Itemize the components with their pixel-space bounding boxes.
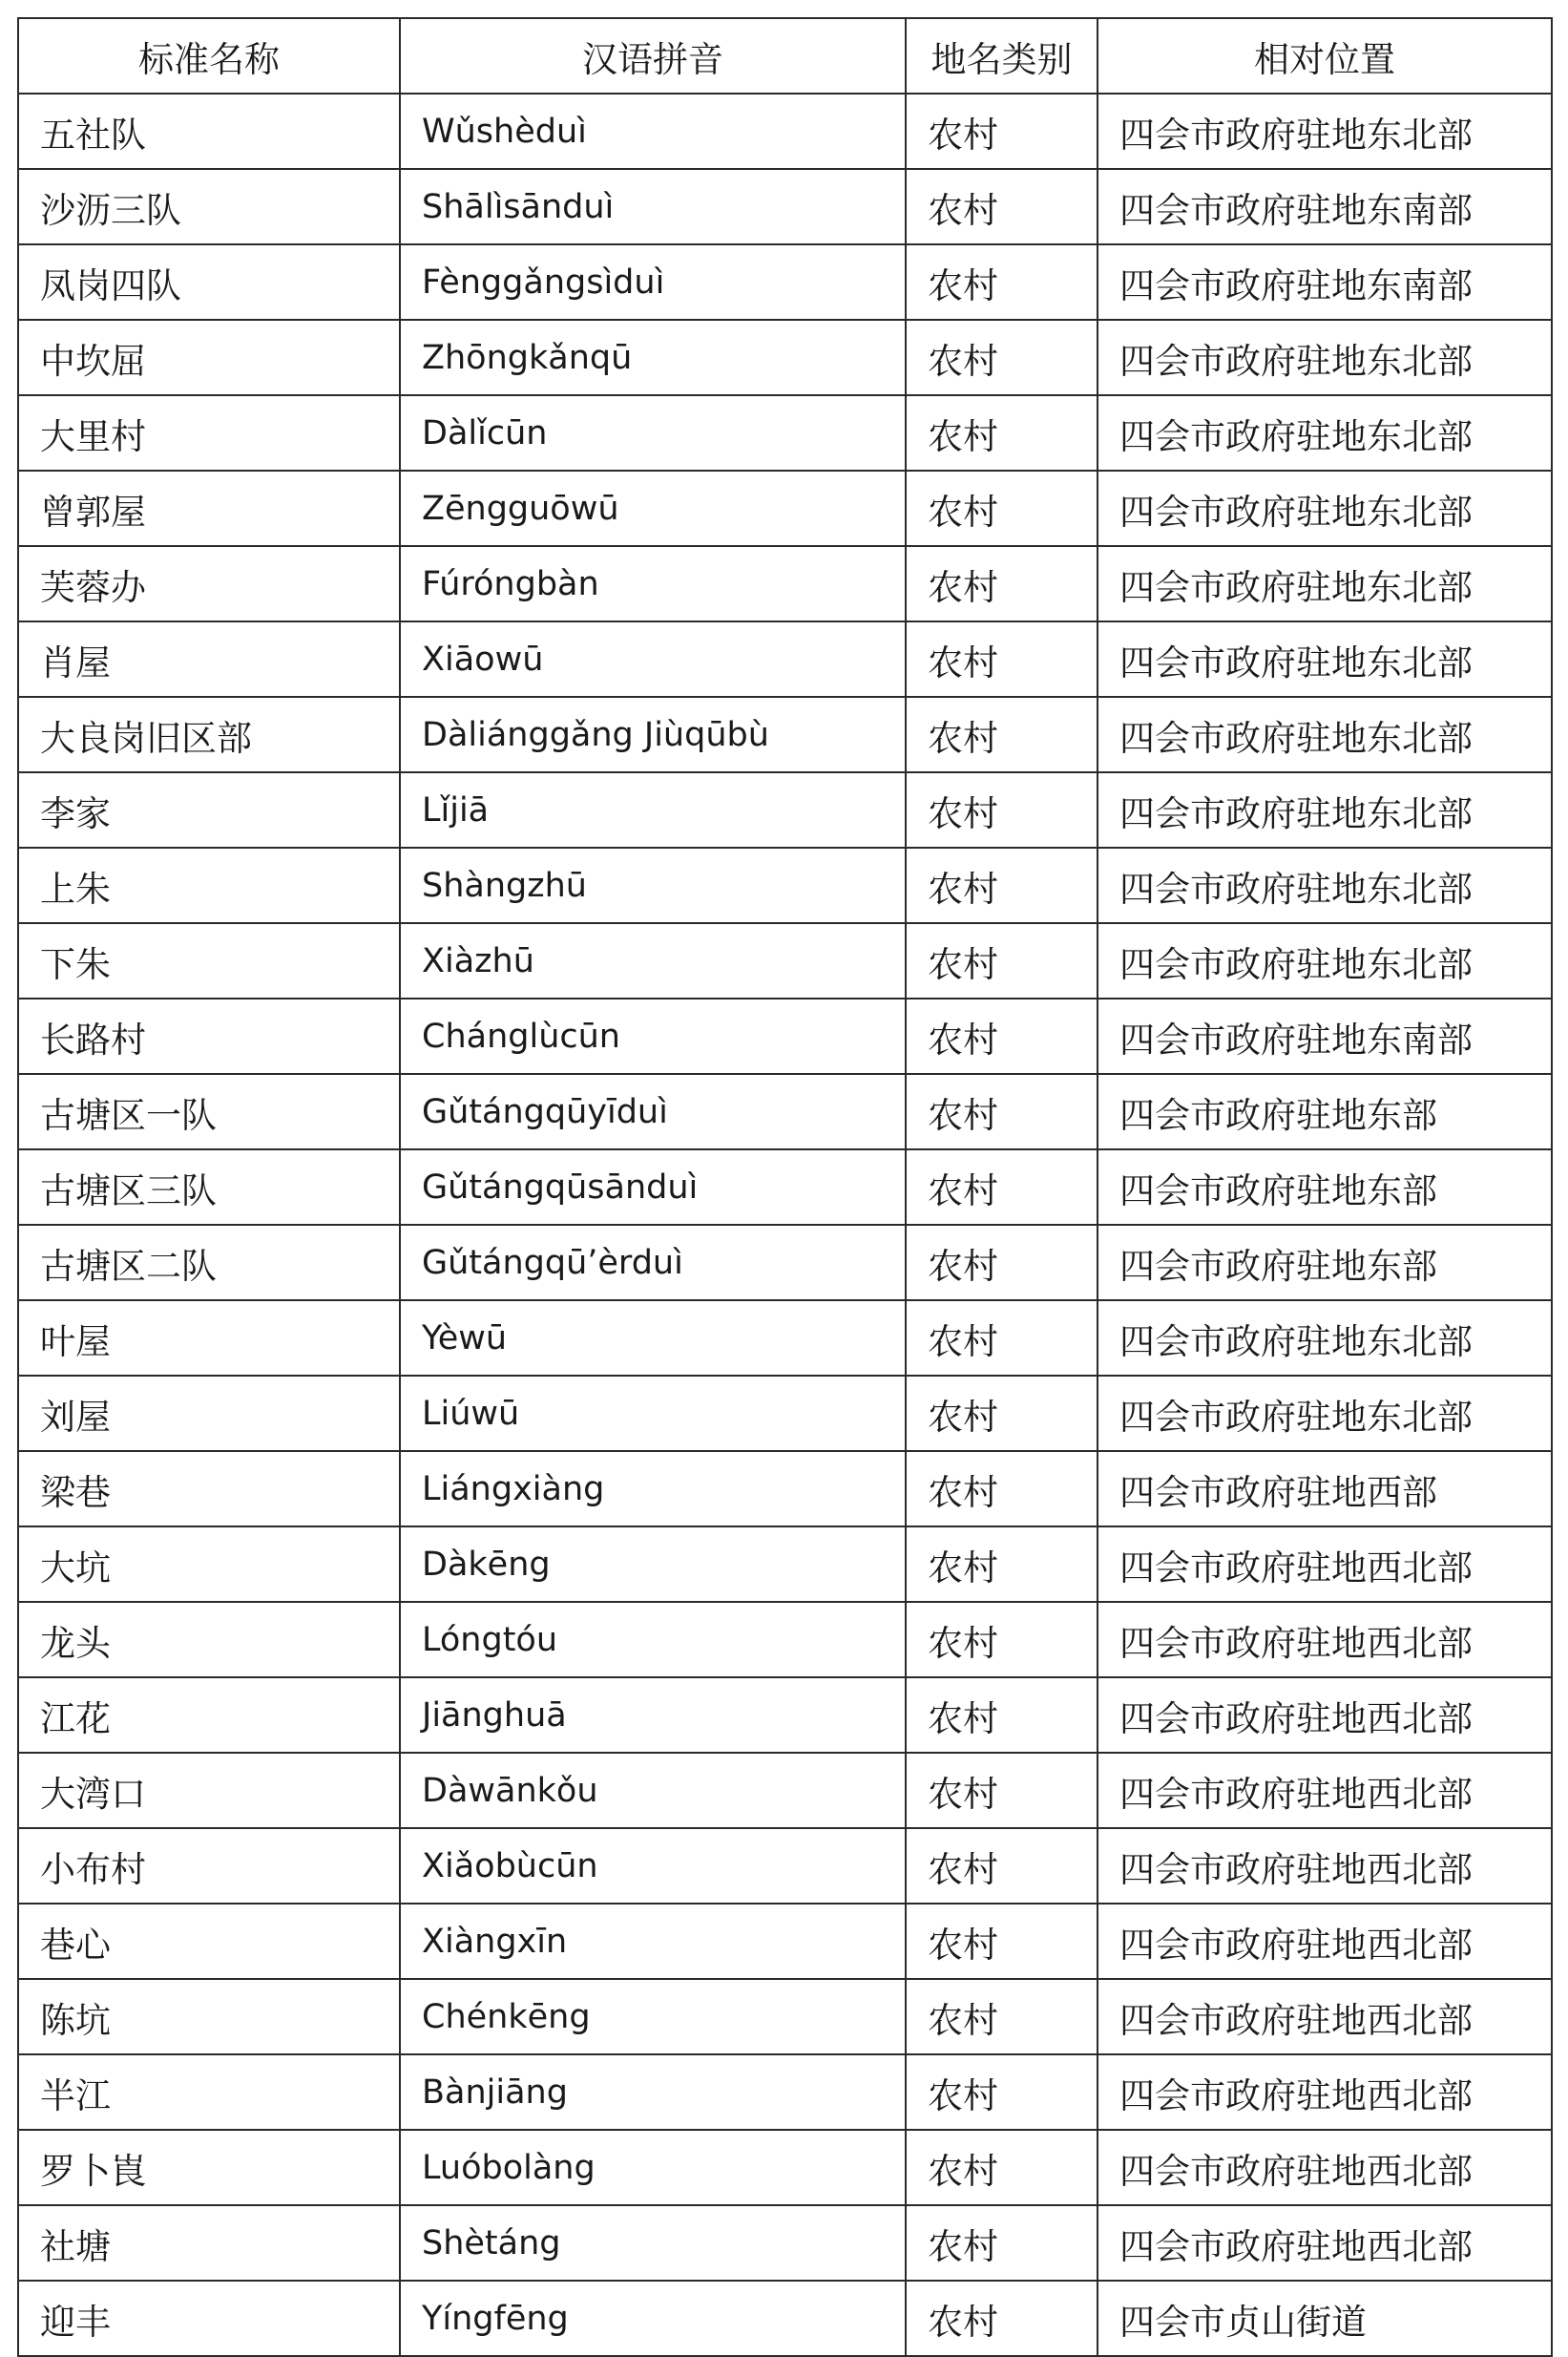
table-row	[18, 2205, 1552, 2281]
location-cell: 四会市政府驻地东北部	[1098, 320, 1552, 395]
table-row	[18, 395, 1552, 471]
location-cell: 四会市政府驻地西北部	[1098, 2054, 1552, 2130]
category-cell: 农村	[906, 471, 1098, 546]
table-row	[18, 1904, 1552, 1979]
table-row	[18, 1149, 1552, 1225]
pinyin-cell: Xiǎobùcūn	[400, 1828, 906, 1904]
table-row	[18, 1979, 1552, 2054]
header-category: 地名类别	[906, 18, 1098, 94]
table-row	[18, 621, 1552, 697]
category-cell: 农村	[906, 2054, 1098, 2130]
standard-name-cell: 长路村	[18, 999, 400, 1074]
table-row	[18, 999, 1552, 1074]
table-row	[18, 1828, 1552, 1904]
category-cell: 农村	[906, 697, 1098, 772]
standard-name-cell: 肖屋	[18, 621, 400, 697]
location-cell: 四会市政府驻地西北部	[1098, 1753, 1552, 1828]
location-cell: 四会市政府驻地东部	[1098, 1074, 1552, 1149]
header-row	[18, 18, 1552, 94]
category-cell: 农村	[906, 1677, 1098, 1753]
standard-name-cell: 梁巷	[18, 1451, 400, 1526]
place-name-table	[17, 17, 1553, 2357]
location-cell: 四会市政府驻地东北部	[1098, 772, 1552, 848]
standard-name-cell: 古塘区三队	[18, 1149, 400, 1225]
standard-name-cell: 芙蓉办	[18, 546, 400, 621]
standard-name-cell: 龙头	[18, 1602, 400, 1677]
location-cell: 四会市政府驻地西部	[1098, 1451, 1552, 1526]
table-row	[18, 1074, 1552, 1149]
category-cell: 农村	[906, 1526, 1098, 1602]
standard-name-cell: 古塘区二队	[18, 1225, 400, 1300]
location-cell: 四会市政府驻地东北部	[1098, 395, 1552, 471]
category-cell: 农村	[906, 244, 1098, 320]
pinyin-cell: Shètáng	[400, 2205, 906, 2281]
pinyin-cell: Wǔshèduì	[400, 94, 906, 169]
location-cell: 四会市政府驻地西北部	[1098, 2130, 1552, 2205]
category-cell: 农村	[906, 320, 1098, 395]
pinyin-cell: Dàlǐcūn	[400, 395, 906, 471]
location-cell: 四会市政府驻地西北部	[1098, 1979, 1552, 2054]
category-cell: 农村	[906, 999, 1098, 1074]
location-cell: 四会市政府驻地东北部	[1098, 546, 1552, 621]
pinyin-cell: Zēngguōwū	[400, 471, 906, 546]
location-cell: 四会市政府驻地东部	[1098, 1225, 1552, 1300]
standard-name-cell: 五社队	[18, 94, 400, 169]
category-cell: 农村	[906, 772, 1098, 848]
category-cell: 农村	[906, 1602, 1098, 1677]
category-cell: 农村	[906, 1300, 1098, 1376]
table-row	[18, 320, 1552, 395]
standard-name-cell: 江花	[18, 1677, 400, 1753]
pinyin-cell: Gǔtángqū’èrduì	[400, 1225, 906, 1300]
standard-name-cell: 叶屋	[18, 1300, 400, 1376]
standard-name-cell: 李家	[18, 772, 400, 848]
header-location: 相对位置	[1098, 18, 1552, 94]
location-cell: 四会市政府驻地西北部	[1098, 1526, 1552, 1602]
category-cell: 农村	[906, 923, 1098, 999]
location-cell: 四会市政府驻地东北部	[1098, 1300, 1552, 1376]
table-row	[18, 244, 1552, 320]
pinyin-cell: Fúróngbàn	[400, 546, 906, 621]
standard-name-cell: 罗卜崀	[18, 2130, 400, 2205]
category-cell: 农村	[906, 1149, 1098, 1225]
table-row	[18, 1225, 1552, 1300]
location-cell: 四会市政府驻地东南部	[1098, 999, 1552, 1074]
standard-name-cell: 沙沥三队	[18, 169, 400, 244]
table-row	[18, 772, 1552, 848]
standard-name-cell: 巷心	[18, 1904, 400, 1979]
location-cell: 四会市政府驻地西北部	[1098, 1828, 1552, 1904]
location-cell: 四会市政府驻地东北部	[1098, 621, 1552, 697]
location-cell: 四会市政府驻地东北部	[1098, 697, 1552, 772]
location-cell: 四会市政府驻地东南部	[1098, 169, 1552, 244]
standard-name-cell: 曾郭屋	[18, 471, 400, 546]
category-cell: 农村	[906, 2205, 1098, 2281]
category-cell: 农村	[906, 1225, 1098, 1300]
pinyin-cell: Dàwānkǒu	[400, 1753, 906, 1828]
location-cell: 四会市贞山街道	[1098, 2281, 1552, 2356]
pinyin-cell: Shālìsānduì	[400, 169, 906, 244]
pinyin-cell: Lóngtóu	[400, 1602, 906, 1677]
standard-name-cell: 迎丰	[18, 2281, 400, 2356]
table-row	[18, 1376, 1552, 1451]
table-row	[18, 169, 1552, 244]
header-pinyin: 汉语拼音	[400, 18, 906, 94]
category-cell: 农村	[906, 1074, 1098, 1149]
location-cell: 四会市政府驻地东北部	[1098, 848, 1552, 923]
location-cell: 四会市政府驻地东北部	[1098, 1376, 1552, 1451]
category-cell: 农村	[906, 2130, 1098, 2205]
category-cell: 农村	[906, 848, 1098, 923]
pinyin-cell: Jiānghuā	[400, 1677, 906, 1753]
table-row	[18, 697, 1552, 772]
standard-name-cell: 下朱	[18, 923, 400, 999]
category-cell: 农村	[906, 1451, 1098, 1526]
standard-name-cell: 半江	[18, 2054, 400, 2130]
category-cell: 农村	[906, 395, 1098, 471]
table-row	[18, 1677, 1552, 1753]
standard-name-cell: 社塘	[18, 2205, 400, 2281]
pinyin-cell: Liúwū	[400, 1376, 906, 1451]
pinyin-cell: Xiàngxīn	[400, 1904, 906, 1979]
table-row	[18, 923, 1552, 999]
pinyin-cell: Liángxiàng	[400, 1451, 906, 1526]
location-cell: 四会市政府驻地东部	[1098, 1149, 1552, 1225]
standard-name-cell: 中坎屈	[18, 320, 400, 395]
location-cell: 四会市政府驻地东北部	[1098, 94, 1552, 169]
table-row	[18, 848, 1552, 923]
pinyin-cell: Chénkēng	[400, 1979, 906, 2054]
location-cell: 四会市政府驻地西北部	[1098, 1602, 1552, 1677]
table-row	[18, 2130, 1552, 2205]
location-cell: 四会市政府驻地东北部	[1098, 471, 1552, 546]
table-row	[18, 1526, 1552, 1602]
pinyin-cell: Bànjiāng	[400, 2054, 906, 2130]
location-cell: 四会市政府驻地西北部	[1098, 2205, 1552, 2281]
pinyin-cell: Lǐjiā	[400, 772, 906, 848]
table-row	[18, 1602, 1552, 1677]
pinyin-cell: Xiàzhū	[400, 923, 906, 999]
pinyin-cell: Xiāowū	[400, 621, 906, 697]
standard-name-cell: 上朱	[18, 848, 400, 923]
standard-name-cell: 大湾口	[18, 1753, 400, 1828]
standard-name-cell: 大良岗旧区部	[18, 697, 400, 772]
table-row	[18, 1451, 1552, 1526]
table-row	[18, 1300, 1552, 1376]
category-cell: 农村	[906, 546, 1098, 621]
location-cell: 四会市政府驻地东北部	[1098, 923, 1552, 999]
header-standard-name: 标准名称	[18, 18, 400, 94]
pinyin-cell: Dàliánggǎng Jiùqūbù	[400, 697, 906, 772]
standard-name-cell: 陈坑	[18, 1979, 400, 2054]
pinyin-cell: Zhōngkǎnqū	[400, 320, 906, 395]
table-row	[18, 2054, 1552, 2130]
standard-name-cell: 大里村	[18, 395, 400, 471]
pinyin-cell: Gǔtángqūsānduì	[400, 1149, 906, 1225]
table-row	[18, 1753, 1552, 1828]
pinyin-cell: Yèwū	[400, 1300, 906, 1376]
table-row	[18, 2281, 1552, 2356]
table-row	[18, 471, 1552, 546]
location-cell: 四会市政府驻地东南部	[1098, 244, 1552, 320]
category-cell: 农村	[906, 1753, 1098, 1828]
location-cell: 四会市政府驻地西北部	[1098, 1904, 1552, 1979]
table-row	[18, 94, 1552, 169]
pinyin-cell: Gǔtángqūyīduì	[400, 1074, 906, 1149]
pinyin-cell: Chánglùcūn	[400, 999, 906, 1074]
standard-name-cell: 凤岗四队	[18, 244, 400, 320]
standard-name-cell: 大坑	[18, 1526, 400, 1602]
pinyin-cell: Luóbolàng	[400, 2130, 906, 2205]
category-cell: 农村	[906, 1376, 1098, 1451]
category-cell: 农村	[906, 1828, 1098, 1904]
pinyin-cell: Fènggǎngsìduì	[400, 244, 906, 320]
location-cell: 四会市政府驻地西北部	[1098, 1677, 1552, 1753]
table-row	[18, 546, 1552, 621]
category-cell: 农村	[906, 1979, 1098, 2054]
category-cell: 农村	[906, 621, 1098, 697]
category-cell: 农村	[906, 169, 1098, 244]
pinyin-cell: Shàngzhū	[400, 848, 906, 923]
pinyin-cell: Dàkēng	[400, 1526, 906, 1602]
category-cell: 农村	[906, 94, 1098, 169]
pinyin-cell: Yíngfēng	[400, 2281, 906, 2356]
standard-name-cell: 古塘区一队	[18, 1074, 400, 1149]
category-cell: 农村	[906, 1904, 1098, 1979]
category-cell: 农村	[906, 2281, 1098, 2356]
standard-name-cell: 刘屋	[18, 1376, 400, 1451]
standard-name-cell: 小布村	[18, 1828, 400, 1904]
